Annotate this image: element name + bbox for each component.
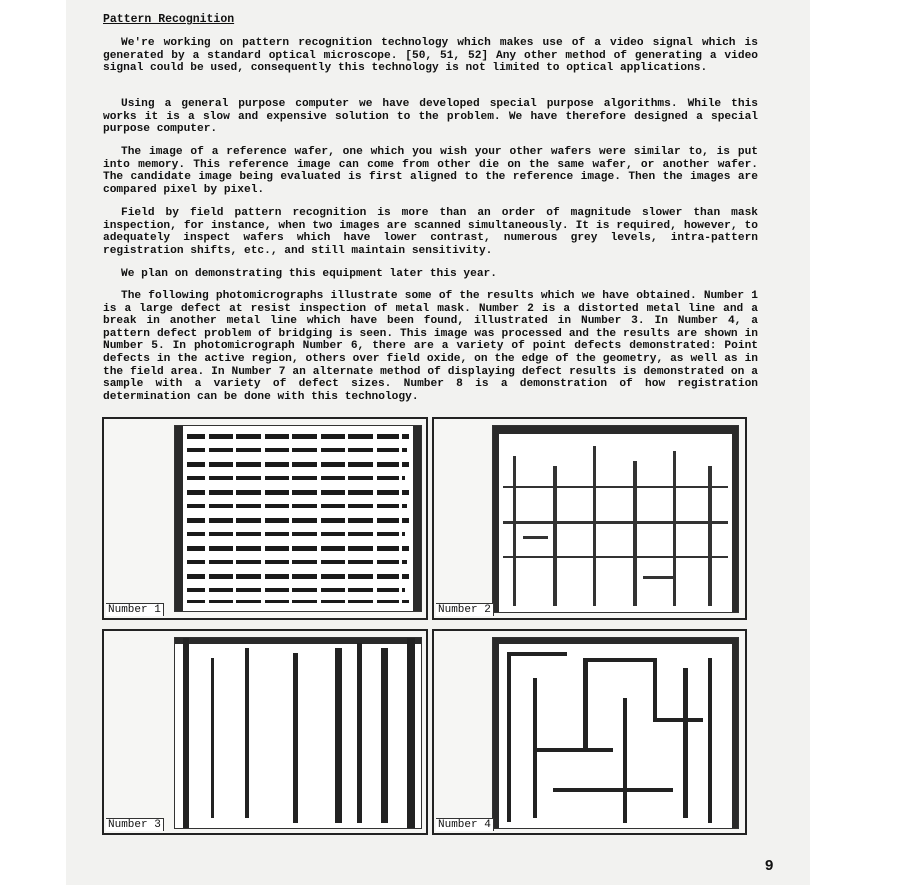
paragraph-5: We plan on demonstrating this equipment later this year. [121, 268, 497, 280]
micrograph-image-4 [492, 637, 739, 829]
section-heading: Pattern Recognition [103, 13, 235, 26]
photomicrograph-4 [432, 629, 747, 835]
micrograph-image-3 [174, 637, 422, 829]
paragraph-6: The following photomicrographs illustrate some of the results which we have obtained. Number 1 is a large defect at resist inspection of metal mask. Number 2 is a distorted metal line and a break in another metal line which have been found, illustrated in Number 3. In Number 4, a pattern defect problem of bridging is seen. This image was processed and the results are shown in Number 5. In photomicrograph Number 6, there are a variety of point defects demonstrated: Point defects in the active region, others over field oxide, on the edge of the geometry, as well as in the field area. In Number 7 an alternate method of displaying defect results is demonstrated on a sample with a variety of defect sizes. Number 8 is a demonstration of how registration determination can be done with this technology. [103, 290, 758, 403]
paragraph-2: Using a general purpose computer we have developed special purpose algorithms. While this works it is a slow and expensive solution to the problem. We have therefore designed a special purpose computer. [103, 98, 758, 136]
photomicrograph-2 [432, 417, 747, 620]
plate-label-2: Number 2 [436, 603, 494, 616]
plate-label-1: Number 1 [106, 603, 164, 616]
photomicrograph-1 [102, 417, 428, 620]
paragraph-4: Field by field pattern recognition is more than an order of magnitude slower than mask inspection, for instance, when two images are scanned simultaneously. It is required, however, to adequately inspect wafers which have lower contrast, numerous grey levels, intra-pattern registration shifts, etc., and still maintain sensitivity. [103, 207, 758, 257]
grid-pattern-image [175, 426, 421, 611]
bridging-pattern-image [493, 638, 738, 828]
plate-label-3: Number 3 [106, 818, 164, 831]
micrograph-image-1 [174, 425, 422, 612]
vertical-lines-image [175, 638, 421, 828]
paragraph-1: We're working on pattern recognition technology which makes use of a video signal which is generated by a standard optical microscope. [50, 51, 52] Any other method of generating a video signal could be used, consequently this technology is not limited to optical applications. [103, 37, 758, 75]
paragraph-3: The image of a reference wafer, one which you wish your other wafers were similar to, is put into memory. This reference image can come from other die on the same wafer, or another wafer. The candidate image being evaluated is first aligned to the reference image. Then the images are compared pixel by pixel. [103, 146, 758, 196]
metal-line-image [493, 426, 738, 612]
plate-label-4: Number 4 [436, 818, 494, 831]
page-number: 9 [765, 857, 774, 874]
micrograph-image-2 [492, 425, 739, 613]
photomicrograph-3 [102, 629, 428, 835]
